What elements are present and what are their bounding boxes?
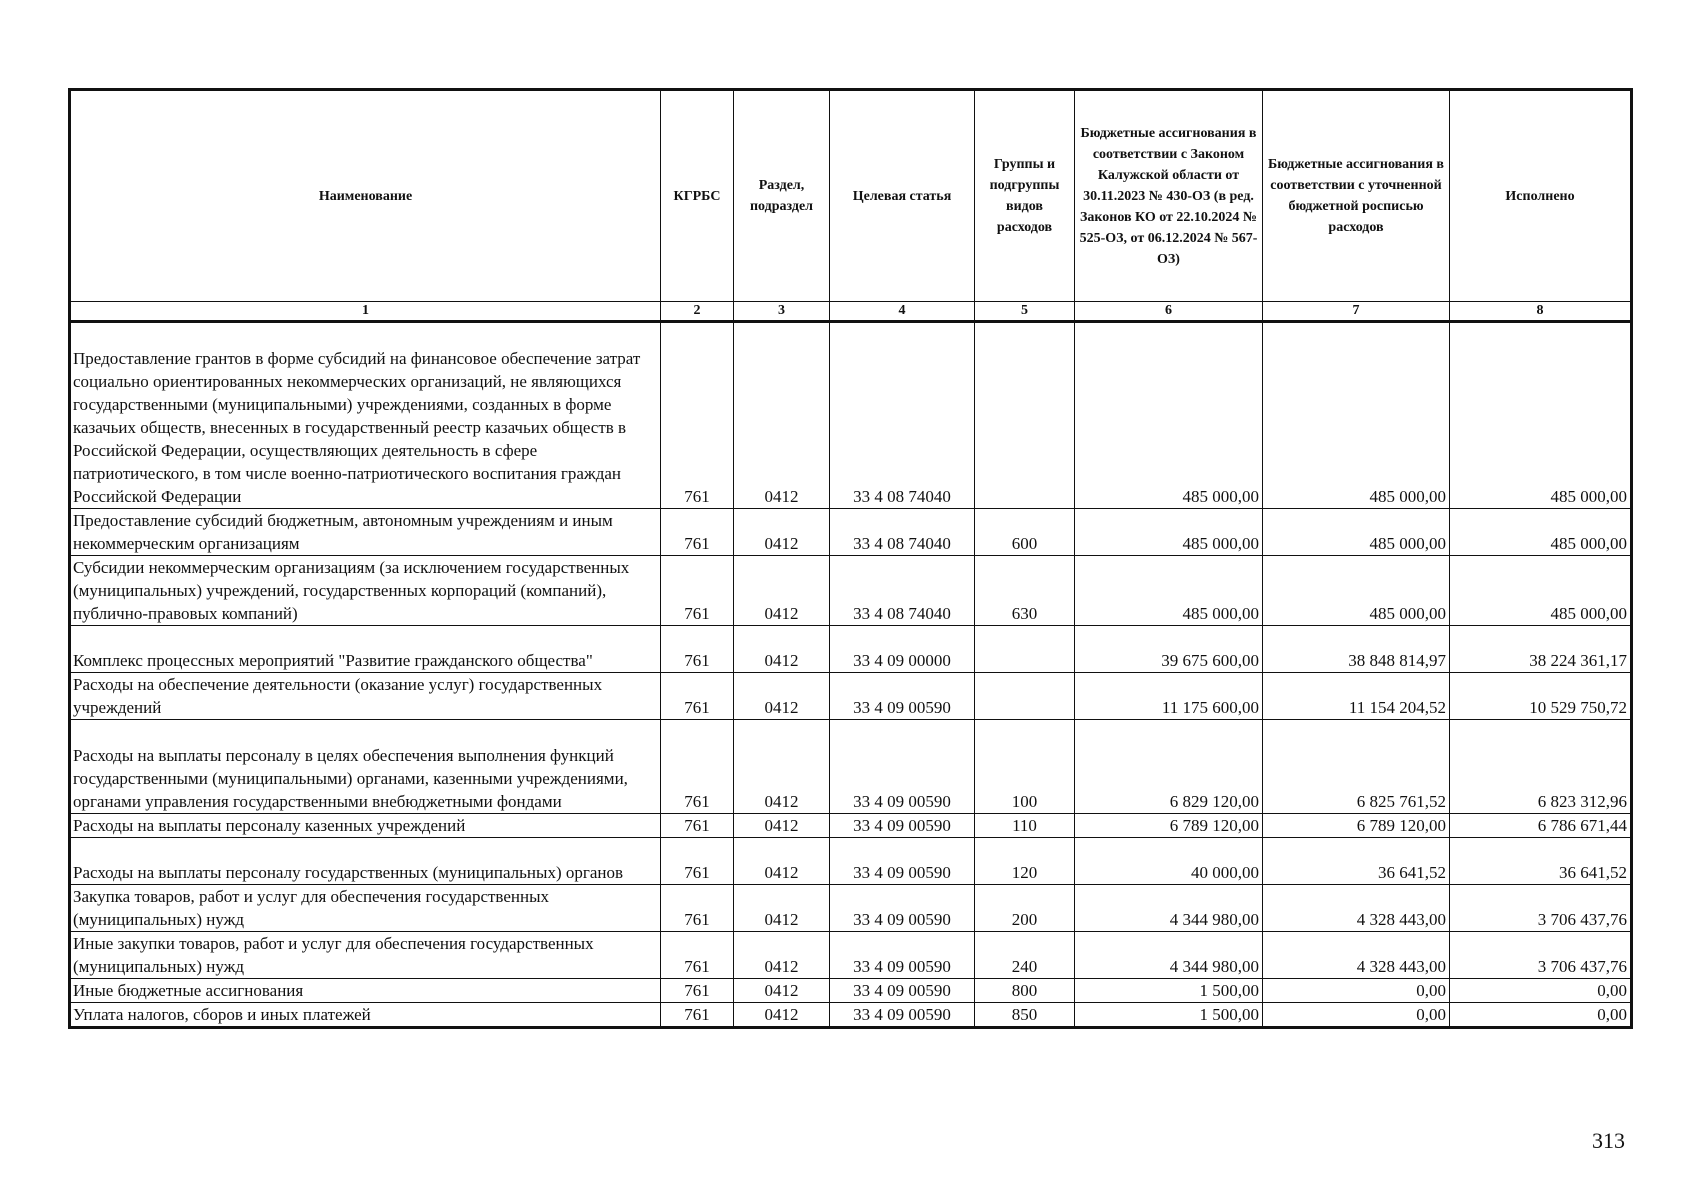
header-law-allocations: Бюджетные ассигнования в соответствии с Законом Калужской области от 30.11.2023 № 430-ОЗ (в ред. Законов КО от 22.10.2024 № 525-ОЗ, от 06.12.2024 № 567-ОЗ): [1075, 90, 1263, 302]
row-kgrbs: 761: [661, 673, 734, 720]
row-name: Расходы на выплаты персоналу государственных (муниципальных) органов: [70, 838, 661, 885]
row-section: 0412: [734, 556, 830, 626]
row-refined-amount: 485 000,00: [1263, 556, 1450, 626]
row-name: Комплекс процессных мероприятий "Развитие гражданского общества": [70, 626, 661, 673]
row-name: Расходы на выплаты персоналу казенных учреждений: [70, 814, 661, 838]
header-expense-groups: Группы и подгруппы видов расходов: [975, 90, 1075, 302]
row-refined-amount: 38 848 814,97: [1263, 626, 1450, 673]
row-law-amount: 11 175 600,00: [1075, 673, 1263, 720]
row-name: Предоставление грантов в форме субсидий на финансовое обеспечение затрат социально ориентированных некоммерческих организаций, не являющихся государственными (муниципальными) учреждениями, созданных в форме казачьих обществ, внесенных в государственный реестр казачьих обществ в Российской Федерации, осуществляющих деятельность в сфере патриотического, в том числе военно-патриотического воспитания граждан Российской Федерации: [70, 322, 661, 509]
table-row: [70, 814, 1632, 838]
row-name: Расходы на обеспечение деятельности (оказание услуг) государственных учреждений: [70, 673, 661, 720]
row-group: 200: [975, 885, 1075, 932]
row-law-amount: 4 344 980,00: [1075, 932, 1263, 979]
row-kgrbs: 761: [661, 322, 734, 509]
row-target: 33 4 09 00590: [830, 673, 975, 720]
column-number: 6: [1075, 302, 1263, 322]
row-kgrbs: 761: [661, 509, 734, 556]
row-refined-amount: 485 000,00: [1263, 322, 1450, 509]
row-section: 0412: [734, 1003, 830, 1028]
table-row: [70, 322, 1632, 509]
row-group: 100: [975, 720, 1075, 814]
row-law-amount: 1 500,00: [1075, 979, 1263, 1003]
row-law-amount: 39 675 600,00: [1075, 626, 1263, 673]
row-executed-amount: 6 823 312,96: [1450, 720, 1632, 814]
row-section: 0412: [734, 932, 830, 979]
row-executed-amount: 485 000,00: [1450, 556, 1632, 626]
row-refined-amount: 6 789 120,00: [1263, 814, 1450, 838]
column-number: 1: [70, 302, 661, 322]
row-target: 33 4 09 00590: [830, 885, 975, 932]
header-section: Раздел, подраздел: [734, 90, 830, 302]
row-target: 33 4 09 00000: [830, 626, 975, 673]
row-refined-amount: 4 328 443,00: [1263, 885, 1450, 932]
table-row: [70, 979, 1632, 1003]
header-refined-allocations: Бюджетные ассигнования в соответствии с уточненной бюджетной росписью расходов: [1263, 90, 1450, 302]
row-section: 0412: [734, 509, 830, 556]
column-number: 5: [975, 302, 1075, 322]
row-section: 0412: [734, 626, 830, 673]
row-group: [975, 626, 1075, 673]
row-refined-amount: 0,00: [1263, 979, 1450, 1003]
row-law-amount: 4 344 980,00: [1075, 885, 1263, 932]
row-group: 110: [975, 814, 1075, 838]
row-section: 0412: [734, 720, 830, 814]
header-kgrbs: КГРБС: [661, 90, 734, 302]
row-kgrbs: 761: [661, 1003, 734, 1028]
row-group: [975, 322, 1075, 509]
column-number-row: [70, 302, 1632, 322]
row-executed-amount: 36 641,52: [1450, 838, 1632, 885]
column-number: 2: [661, 302, 734, 322]
table-row: [70, 838, 1632, 885]
page-number: 313: [1592, 1128, 1625, 1153]
table-row: [70, 673, 1632, 720]
table-row: [70, 509, 1632, 556]
header-name: Наименование: [70, 90, 661, 302]
row-section: 0412: [734, 838, 830, 885]
table-row: [70, 1003, 1632, 1028]
row-kgrbs: 761: [661, 814, 734, 838]
row-refined-amount: 4 328 443,00: [1263, 932, 1450, 979]
budget-table: [68, 88, 1633, 1029]
row-section: 0412: [734, 673, 830, 720]
row-executed-amount: 38 224 361,17: [1450, 626, 1632, 673]
row-name: Иные закупки товаров, работ и услуг для обеспечения государственных (муниципальных) нужд: [70, 932, 661, 979]
row-name: Уплата налогов, сборов и иных платежей: [70, 1003, 661, 1028]
row-refined-amount: 485 000,00: [1263, 509, 1450, 556]
row-target: 33 4 08 74040: [830, 509, 975, 556]
row-target: 33 4 08 74040: [830, 322, 975, 509]
row-name: Иные бюджетные ассигнования: [70, 979, 661, 1003]
row-executed-amount: 0,00: [1450, 1003, 1632, 1028]
row-target: 33 4 09 00590: [830, 1003, 975, 1028]
header-row: [70, 90, 1632, 302]
row-group: 240: [975, 932, 1075, 979]
row-refined-amount: 0,00: [1263, 1003, 1450, 1028]
row-kgrbs: 761: [661, 932, 734, 979]
row-group: 600: [975, 509, 1075, 556]
row-target: 33 4 09 00590: [830, 979, 975, 1003]
row-law-amount: 1 500,00: [1075, 1003, 1263, 1028]
row-section: 0412: [734, 885, 830, 932]
row-kgrbs: 761: [661, 838, 734, 885]
row-law-amount: 40 000,00: [1075, 838, 1263, 885]
header-executed: Исполнено: [1450, 90, 1632, 302]
row-group: 120: [975, 838, 1075, 885]
row-law-amount: 485 000,00: [1075, 509, 1263, 556]
row-executed-amount: 485 000,00: [1450, 509, 1632, 556]
row-kgrbs: 761: [661, 979, 734, 1003]
row-kgrbs: 761: [661, 885, 734, 932]
row-law-amount: 485 000,00: [1075, 556, 1263, 626]
row-group: 630: [975, 556, 1075, 626]
row-section: 0412: [734, 979, 830, 1003]
column-number: 8: [1450, 302, 1632, 322]
row-executed-amount: 485 000,00: [1450, 322, 1632, 509]
row-refined-amount: 36 641,52: [1263, 838, 1450, 885]
table-row: [70, 626, 1632, 673]
row-name: Субсидии некоммерческим организациям (за исключением государственных (муниципальных) учреждений, государственных корпораций (компаний), публично-правовых компаний): [70, 556, 661, 626]
row-group: 850: [975, 1003, 1075, 1028]
row-executed-amount: 6 786 671,44: [1450, 814, 1632, 838]
row-target: 33 4 09 00590: [830, 932, 975, 979]
row-executed-amount: 3 706 437,76: [1450, 885, 1632, 932]
column-number: 4: [830, 302, 975, 322]
column-number: 7: [1263, 302, 1450, 322]
row-law-amount: 6 789 120,00: [1075, 814, 1263, 838]
row-name: Предоставление субсидий бюджетным, автономным учреждениям и иным некоммерческим организациям: [70, 509, 661, 556]
column-number: 3: [734, 302, 830, 322]
row-target: 33 4 09 00590: [830, 814, 975, 838]
row-refined-amount: 11 154 204,52: [1263, 673, 1450, 720]
row-kgrbs: 761: [661, 556, 734, 626]
table-row: [70, 932, 1632, 979]
row-name: Закупка товаров, работ и услуг для обеспечения государственных (муниципальных) нужд: [70, 885, 661, 932]
row-group: 800: [975, 979, 1075, 1003]
row-group: [975, 673, 1075, 720]
row-target: 33 4 09 00590: [830, 838, 975, 885]
row-name: Расходы на выплаты персоналу в целях обеспечения выполнения функций государственными (муниципальными) органами, казенными учреждениями, органами управления государственными внебюджетными фондами: [70, 720, 661, 814]
row-law-amount: 485 000,00: [1075, 322, 1263, 509]
row-law-amount: 6 829 120,00: [1075, 720, 1263, 814]
row-target: 33 4 08 74040: [830, 556, 975, 626]
row-executed-amount: 10 529 750,72: [1450, 673, 1632, 720]
row-kgrbs: 761: [661, 720, 734, 814]
row-executed-amount: 3 706 437,76: [1450, 932, 1632, 979]
header-target-article: Целевая статья: [830, 90, 975, 302]
row-target: 33 4 09 00590: [830, 720, 975, 814]
table-row: [70, 556, 1632, 626]
row-refined-amount: 6 825 761,52: [1263, 720, 1450, 814]
table-row: [70, 885, 1632, 932]
table-row: [70, 720, 1632, 814]
row-kgrbs: 761: [661, 626, 734, 673]
row-executed-amount: 0,00: [1450, 979, 1632, 1003]
row-section: 0412: [734, 814, 830, 838]
row-section: 0412: [734, 322, 830, 509]
